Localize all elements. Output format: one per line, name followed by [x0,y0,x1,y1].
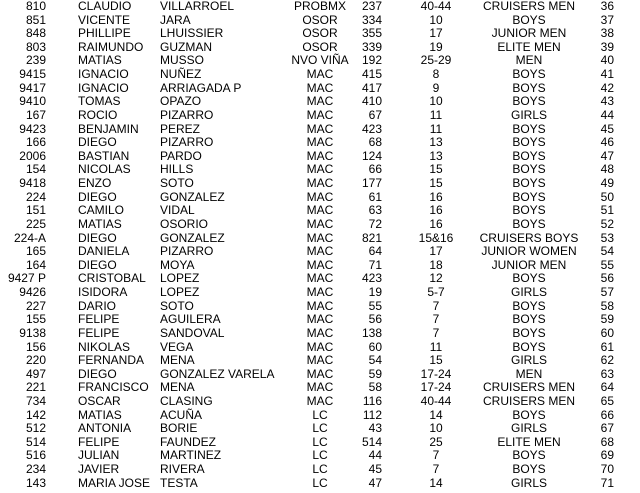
category: JUNIOR MEN [491,257,567,272]
first-name: FELIPE [78,312,120,327]
last-name: FAUNDEZ [160,434,217,449]
club: LC [312,434,328,449]
last-name: GONZALEZ [160,189,225,204]
rider-id: 810 [25,0,46,13]
row-number: 53 [600,230,614,245]
rider-id: 164 [25,257,46,272]
rider-id: 848 [25,26,46,41]
category: ELITE MEN [497,39,561,54]
first-name: JULIAN [78,448,120,463]
rider-id: 142 [25,407,46,422]
last-name: MOYA [160,257,195,272]
club: OSOR [302,12,338,27]
category: BOYS [512,12,546,27]
age-group: 18 [429,257,443,272]
last-name: GONZALEZ VARELA [160,366,275,381]
plate-number: 43 [368,421,382,436]
category: JUNIOR MEN [491,26,567,41]
age-group: 7 [432,312,440,327]
plate-number: 66 [368,162,382,177]
first-name: BENJAMIN [78,121,139,136]
club: MAC [306,94,334,109]
row-number: 37 [600,12,614,27]
club: LC [312,407,328,422]
club: MAC [306,366,334,381]
plate-number: 61 [368,189,382,204]
rider-id: 220 [25,353,46,368]
category: BOYS [512,162,546,177]
last-name: OPAZO [160,94,202,109]
first-name: FELIPE [78,325,120,340]
first-name: CAMILO [78,203,125,218]
age-group: 7 [432,448,440,463]
category: CRUISERS MEN [482,380,575,395]
last-name: ACUÑA [160,407,203,422]
first-name: ROCIO [78,107,118,122]
age-group: 17-24 [420,380,452,395]
row-number: 65 [600,393,614,408]
category: CRUISERS BOYS [479,230,579,245]
row-number: 58 [600,298,614,313]
rider-id: 9415 [19,67,46,82]
first-name: ISIDORA [78,285,128,300]
plate-number: 56 [368,312,382,327]
rider-id: 156 [25,339,46,354]
row-number: 39 [600,39,614,54]
plate-number: 19 [368,285,382,300]
rider-id: 167 [25,107,46,122]
category: MEN [515,366,543,381]
plate-number: 64 [368,244,382,259]
rider-id: 224 [25,189,46,204]
age-group: 9 [432,80,440,95]
first-name: DARIO [78,298,117,313]
last-name: SANDOVAL [160,325,225,340]
age-group: 40-44 [420,393,452,408]
category: ELITE MEN [497,434,561,449]
club: MAC [306,380,334,395]
first-name: DIEGO [78,366,117,381]
rider-id: 2006 [19,148,46,163]
first-name: DANIELA [78,244,130,259]
rider-id: 516 [25,448,46,463]
first-name: IGNACIO [78,67,129,82]
plate-number: 68 [368,135,382,150]
last-name: LOPEZ [160,285,200,300]
plate-number: 44 [368,448,382,463]
club: PROBMX [293,0,346,13]
age-group: 16 [429,203,443,218]
age-group: 5-7 [427,285,445,300]
row-number: 54 [600,244,614,259]
first-name: BASTIAN [78,148,130,163]
plate-number: 67 [368,107,382,122]
club: OSOR [302,26,338,41]
age-group: 12 [429,271,443,286]
last-name: TESTA [160,475,198,490]
plate-number: 339 [361,39,382,54]
rider-id: 9423 [19,121,46,136]
last-name: CLASING [160,393,213,408]
plate-number: 63 [368,203,382,218]
club: MAC [306,339,334,354]
first-name: CLAUDIO [78,0,132,13]
category: GIRLS [510,285,547,300]
first-name: PHILLIPE [78,26,131,41]
last-name: VILLARROEL [160,0,235,13]
row-number: 62 [600,353,614,368]
plate-number: 237 [361,0,382,13]
row-number: 36 [600,0,614,13]
last-name: JARA [160,12,191,27]
first-name: DIEGO [78,257,117,272]
last-name: MENA [160,353,195,368]
row-number: 60 [600,325,614,340]
row-number: 59 [600,312,614,327]
category: BOYS [512,121,546,136]
club: MAC [306,353,334,368]
club: MAC [306,135,334,150]
rider-id: 9418 [19,176,46,191]
age-group: 15&16 [418,230,454,245]
club: MAC [306,244,334,259]
last-name: ARRIAGADA P [160,80,242,95]
plate-number: 423 [361,271,382,286]
first-name: RAIMUNDO [78,39,144,54]
club: LC [312,421,328,436]
category: CRUISERS MEN [482,0,575,13]
plate-number: 177 [361,176,382,191]
first-name: DIEGO [78,135,117,150]
club: OSOR [302,39,338,54]
row-number: 64 [600,380,614,395]
last-name: NUÑEZ [160,67,202,82]
plate-number: 124 [361,148,382,163]
last-name: MARTINEZ [160,448,222,463]
age-group: 13 [429,148,443,163]
plate-number: 355 [361,26,382,41]
rider-id: 9427 P [7,271,46,286]
row-number: 43 [600,94,614,109]
rider-id: 851 [25,12,46,27]
plate-number: 410 [361,94,382,109]
age-group: 7 [432,298,440,313]
first-name: VICENTE [78,12,131,27]
last-name: PARDO [160,148,202,163]
row-number: 45 [600,121,614,136]
last-name: LHUISSIER [160,26,224,41]
club: MAC [306,121,334,136]
club: LC [312,475,328,490]
row-number: 55 [600,257,614,272]
plate-number: 47 [368,475,382,490]
row-number: 47 [600,148,614,163]
rider-id: 225 [25,216,46,231]
rider-id: 9138 [19,325,46,340]
first-name: FERNANDA [78,353,145,368]
first-name: TOMAS [78,94,121,109]
first-name: FRANCISCO [78,380,149,395]
row-number: 42 [600,80,614,95]
first-name: IGNACIO [78,80,129,95]
first-name: MATIAS [78,216,122,231]
age-group: 10 [429,94,443,109]
plate-number: 58 [368,380,382,395]
category: BOYS [512,271,546,286]
plate-number: 45 [368,462,382,477]
rider-id: 9417 [19,80,46,95]
rider-id: 155 [25,312,46,327]
last-name: SOTO [160,176,194,191]
row-number: 66 [600,407,614,422]
row-number: 56 [600,271,614,286]
plate-number: 514 [361,434,382,449]
plate-number: 417 [361,80,382,95]
last-name: MENA [160,380,195,395]
row-number: 38 [600,26,614,41]
plate-number: 72 [368,216,382,231]
age-group: 10 [429,12,443,27]
last-name: VEGA [160,339,194,354]
plate-number: 54 [368,353,382,368]
club: MAC [306,257,334,272]
first-name: ANTONIA [78,421,132,436]
category: GIRLS [510,353,547,368]
plate-number: 112 [362,407,382,422]
row-number: 49 [600,176,614,191]
row-number: 52 [600,216,614,231]
rider-id: 239 [25,53,46,68]
last-name: PIZARRO [160,107,214,122]
age-group: 17 [429,26,443,41]
plate-number: 59 [368,366,382,381]
rider-id: 514 [25,434,46,449]
club: MAC [306,162,334,177]
age-group: 15 [429,353,443,368]
club: MAC [306,393,334,408]
rider-id: 151 [25,203,46,218]
category: MEN [515,53,543,68]
age-group: 14 [429,475,443,490]
age-group: 7 [432,325,440,340]
rider-id: 9410 [19,94,46,109]
category: BOYS [512,312,546,327]
category: BOYS [512,203,546,218]
club: MAC [306,148,334,163]
category: GIRLS [510,421,547,436]
club: MAC [306,271,334,286]
club: MAC [306,312,334,327]
club: MAC [306,285,334,300]
category: BOYS [512,448,546,463]
club: MAC [306,67,334,82]
age-group: 11 [429,107,443,122]
rider-id: 234 [25,462,46,477]
row-number: 44 [600,107,614,122]
table-row [0,475,640,492]
first-name: DIEGO [78,230,117,245]
rider-id: 165 [25,244,46,259]
category: BOYS [512,80,546,95]
first-name: FELIPE [78,434,120,449]
club: LC [312,448,328,463]
row-number: 67 [600,421,614,436]
last-name: LOPEZ [160,271,200,286]
row-number: 50 [600,189,614,204]
club: MAC [306,216,334,231]
category: BOYS [512,148,546,163]
club: MAC [306,203,334,218]
last-name: VIDAL [160,203,195,218]
age-group: 15 [429,162,443,177]
row-number: 57 [600,285,614,300]
last-name: PEREZ [160,121,201,136]
category: BOYS [512,298,546,313]
plate-number: 55 [368,298,382,313]
rider-id: 803 [25,39,46,54]
category: BOYS [512,407,546,422]
row-number: 41 [600,67,614,82]
plate-number: 423 [361,121,382,136]
first-name: MATIAS [78,53,122,68]
category: BOYS [512,176,546,191]
plate-number: 415 [361,67,382,82]
rider-id: 143 [25,475,46,490]
age-group: 11 [429,121,443,136]
category: BOYS [512,339,546,354]
row-number: 71 [600,475,614,490]
rider-id: 512 [25,421,46,436]
age-group: 16 [429,189,443,204]
age-group: 11 [429,339,443,354]
club: MAC [306,189,334,204]
last-name: HILLS [160,162,194,177]
category: BOYS [512,135,546,150]
category: GIRLS [510,107,547,122]
rider-id: 227 [25,298,46,313]
age-group: 40-44 [420,0,452,13]
rider-id: 734 [25,393,46,408]
row-number: 68 [600,434,614,449]
last-name: SOTO [160,298,194,313]
category: BOYS [512,189,546,204]
plate-number: 821 [361,230,382,245]
age-group: 7 [432,462,440,477]
first-name: ENZO [78,176,112,191]
category: JUNIOR WOMEN [481,244,577,259]
last-name: GUZMAN [160,39,212,54]
plate-number: 71 [368,257,382,272]
row-number: 69 [600,448,614,463]
club: MAC [306,107,334,122]
row-number: 48 [600,162,614,177]
rider-id: 224-A [13,230,46,245]
row-number: 70 [600,462,614,477]
age-group: 17 [429,244,443,259]
plate-number: 334 [361,12,382,27]
category: GIRLS [510,475,547,490]
row-number: 51 [600,203,614,218]
rider-id: 497 [25,366,46,381]
rider-id: 221 [25,380,46,395]
first-name: NICOLAS [78,162,131,177]
last-name: AGUILERA [160,312,221,327]
club: NVO VIÑA [291,53,349,68]
row-number: 63 [600,366,614,381]
rider-id: 154 [25,162,46,177]
last-name: OSORIO [160,216,209,231]
first-name: MATIAS [78,407,122,422]
row-number: 46 [600,135,614,150]
rider-id: 166 [25,135,46,150]
last-name: MUSSO [160,53,205,68]
plate-number: 60 [368,339,382,354]
plate-number: 138 [361,325,382,340]
club: LC [312,462,328,477]
age-group: 16 [429,216,443,231]
age-group: 15 [429,176,443,191]
last-name: PIZARRO [160,244,214,259]
age-group: 25-29 [420,53,452,68]
age-group: 17-24 [420,366,452,381]
category: BOYS [512,462,546,477]
first-name: CRISTOBAL [78,271,146,286]
age-group: 25 [429,434,443,449]
category: BOYS [512,216,546,231]
plate-number: 116 [362,393,382,408]
category: BOYS [512,94,546,109]
first-name: MARIA JOSE [78,475,151,490]
club: MAC [306,230,334,245]
age-group: 13 [429,135,443,150]
club: MAC [306,298,334,313]
category: BOYS [512,67,546,82]
first-name: OSCAR [78,393,121,408]
last-name: BORIE [160,421,198,436]
last-name: GONZALEZ [160,230,225,245]
category: CRUISERS MEN [482,393,575,408]
row-number: 61 [600,339,614,354]
first-name: JAVIER [78,462,120,477]
age-group: 14 [429,407,443,422]
age-group: 19 [429,39,443,54]
club: MAC [306,80,334,95]
club: MAC [306,325,334,340]
rider-id: 9426 [19,285,46,300]
plate-number: 192 [361,53,382,68]
age-group: 8 [432,67,440,82]
age-group: 10 [429,421,443,436]
first-name: DIEGO [78,189,117,204]
first-name: NIKOLAS [78,339,131,354]
row-number: 40 [600,53,614,68]
last-name: PIZARRO [160,135,214,150]
category: BOYS [512,325,546,340]
last-name: RIVERA [160,462,205,477]
club: MAC [306,176,334,191]
